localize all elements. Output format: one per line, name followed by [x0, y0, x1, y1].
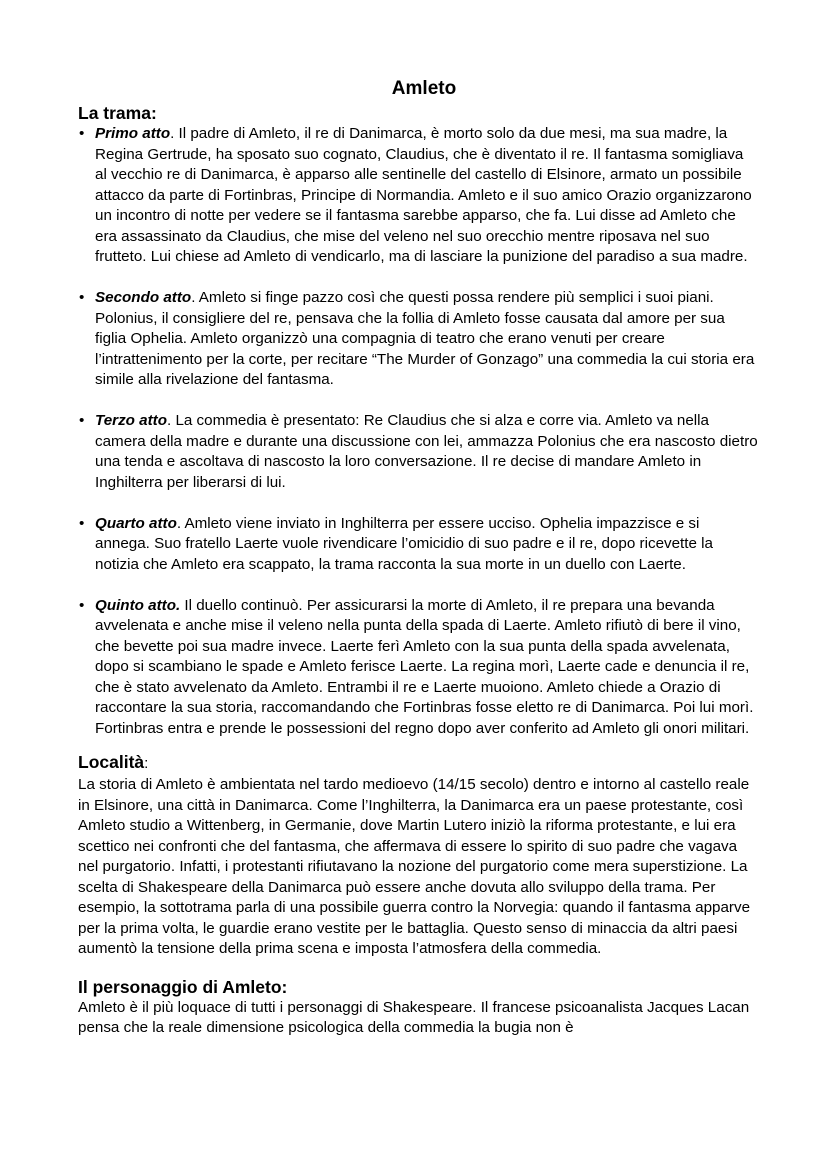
- document-title: Amleto: [391, 78, 457, 99]
- list-item-act-5: [78, 596, 758, 740]
- document-page: [78, 76, 758, 1055]
- bullet-icon: •: [79, 412, 85, 429]
- act-text: Il duello continuò. Per assicurarsi la morte di Amleto, il re prepara una bevanda avvelenata e anche mise il veleno nella punta della spada di Laerte. Amleto rifiutò di bere il vino, che bevette poi sua madre invece. Laerte ferì Amleto con la sua punta della spada avvelenata, dopo si scambiano le spade e Amleto ferisce Laerte. La regina morì, Laerte cade e denuncia il re, che è stato avvelenato da Amleto. Entrambi il re e Laerte muoiono. Amleto chiede a Orazio di raccontare la sua storia, raccomandando che Fortinbras fosse eletto re di Danimarca. Poi lui morì. Fortinbras entra e prende le possessioni del regno dopo aver conferito ad Amleto gli onori militari.: [95, 596, 754, 737]
- acts-list: [78, 124, 758, 739]
- bullet-icon: •: [79, 289, 85, 306]
- act-text: . La commedia è presentato: Re Claudius che si alza e corre via. Amleto va nella camera della madre e durante una discussione con lei, ammazza Polonius che era nascosto dietro una tenda e ascoltava di nascosto la loro conversazione. Il re decise di mandare Amleto in Inghilterra per liberarsi di lui.: [95, 412, 758, 491]
- list-item-act-1: [78, 124, 758, 268]
- act-text: . Amleto si finge pazzo così che questi possa rendere più semplici i suoi piani. Polonius, il consigliere del re, pensava che la follia di Amleto fosse causata dal amore per sua figlia Ophelia. Amleto organizzò una compagnia di teatro che erano venuti per creare l’intrattenimento per la corte, per recitare “The Murder of Gonzago” una commedia la cui storia era simile alla rivelazione del fantasma.: [95, 289, 755, 388]
- act-label: Primo atto: [95, 125, 171, 142]
- location-heading-colon: :: [144, 755, 149, 772]
- bullet-icon: •: [79, 125, 85, 142]
- location-heading-label: Località: [78, 752, 145, 772]
- bullet-icon: •: [79, 596, 85, 614]
- act-label: Secondo atto: [95, 289, 192, 306]
- character-paragraph: Amleto è il più loquace di tutti i personaggi di Shakespeare. Il francese psicoanalista Jacques Lacan pensa che la reale dimensione psicologica della commedia la bugia non è: [78, 998, 750, 1036]
- location-heading: [78, 751, 758, 775]
- act-label: Quinto atto.: [95, 596, 181, 614]
- list-item-act-3: [78, 411, 758, 493]
- list-item-act-2: [78, 288, 758, 391]
- location-paragraph: La storia di Amleto è ambientata nel tardo medioevo (14/15 secolo) dentro e intorno al castello reale in Elsinore, una città in Danimarca. Come l’Inghilterra, la Danimarca era un paese protestante, così Amleto studio a Wittenberg, in Germanie, dove Martin Lutero iniziò la riforma protestante, e lui era scettico nei confronti che del fantasma, che affermava di essere lo spirito di suo padre che vagava nel purgatorio. Infatti, i protestanti rifiutavano la nozione del purgatorio come mera superstizione. La scelta di Shakespeare della Danimarca può essere anche dovuta allo sviluppo della trama. Per esempio, la sottotrama parla di una possibile guerra contro la Norvegia: quando il fantasma apparve per la prima volta, le guardie erano vestite per le battaglia. Questo senso di minaccia da altri paesi aumentò la tensione della prima scena e imposta l’atmosfera della commedia.: [78, 776, 751, 957]
- act-label: Quarto atto: [95, 514, 177, 532]
- character-heading: Il personaggio di Amleto:: [78, 976, 288, 997]
- plot-heading: La trama:: [78, 103, 157, 123]
- list-item-act-4: [78, 514, 758, 576]
- act-text: . Il padre di Amleto, il re di Danimarca, è morto solo da due mesi, ma sua madre, la Regina Gertrude, ha sposato suo cognato, Claudius, che è diventato il re. Il fantasma somigliava al vecchio re di Danimarca, è apparso alle sentinelle del castello di Elsinore, armato un possibile attacco da parte di Fortinbras, Principe di Normandia. Amleto e il suo amico Orazio organizzarono un incontro di notte per vedere se il fantasma sarebbe apparso, che fa. Lui disse ad Amleto che era assassinato da Claudius, che mise del veleno nel suo orecchio mentre riposava nel suo frutteto. Lui chiese ad Amleto di vendicarlo, ma di lasciare la punizione del paradiso a sua madre.: [95, 125, 752, 265]
- act-text: . Amleto viene inviato in Inghilterra per essere ucciso. Ophelia impazzisce e si annega. Suo fratello Laerte vuole rivendicare l’omicidio di suo padre e il re, dopo ricevette la notizia che Amleto era scappato, la trama racconta la sua morte in un duello con Laerte.: [95, 514, 713, 573]
- bullet-icon: •: [79, 514, 85, 532]
- act-label: Terzo atto: [95, 412, 167, 429]
